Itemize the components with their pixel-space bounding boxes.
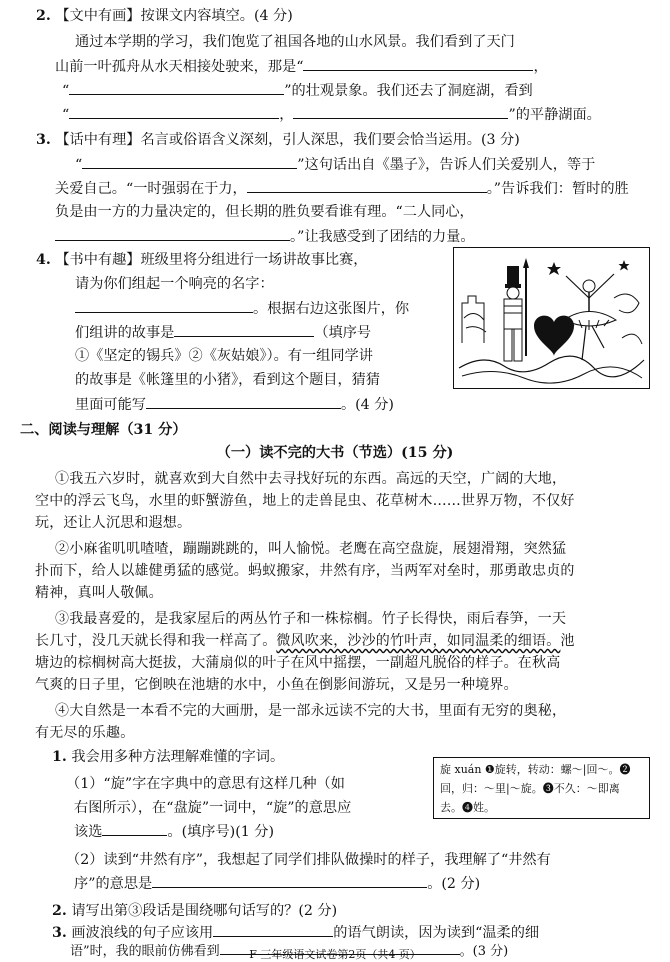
dictionary-box: 旋 xuán ❶旋转，转动：螺～|回～。❷ 回，归：～里|～旋。❸不久：～即离 去。❹姓。	[433, 757, 650, 819]
q3-line2: 关爱自己。“一时强弱在于力， 。”告诉我们：暂时的胜	[55, 178, 629, 199]
answer-blank[interactable]	[247, 178, 487, 193]
answer-blank[interactable]	[69, 104, 279, 119]
passage-p4: ④大自然是一本看不完的大画册，是一部永远读不完的大书，里面有无穷的奥秘， 有无尽的乐趣。	[35, 703, 567, 741]
qa-q1: 1. 我会用多种方法理解难懂的字词。	[52, 749, 285, 765]
q4-line4: 们组讲的故事是 （填序号	[75, 322, 371, 343]
q4-line3: 。根据右边这张图片，你	[75, 298, 409, 319]
page-footer: F 三年级语文试卷第2页（共4 页）	[249, 948, 421, 961]
q4-line6: 的故事是《帐篷里的小猪》，看到这个题目，猜猜	[75, 372, 381, 388]
q4-line1: 4. 【书中有趣】班级里将分组进行一场讲故事比赛，	[36, 252, 368, 268]
answer-blank[interactable]	[293, 104, 508, 119]
qa-q1-sub2: （2）读到“井然有序”，我想起了同学们排队做操时的样子，我理解了“井然有 序”的意思是 。(2 分)	[66, 852, 551, 892]
answer-blank[interactable]	[69, 80, 284, 95]
q3-line1: “ ”这句话出自《墨子》，告诉人们关爱别人，等于	[75, 154, 595, 175]
q3-heading: 3. 【话中有理】名言或俗语含义深刻，引人深思，我们要会恰当运用。(3 分)	[36, 132, 520, 148]
q3-line4: 。”让我感受到了团结的力量。	[55, 226, 475, 247]
passage-p3: ③我最喜爱的，是我家屋后的两丛竹子和一株棕榈。竹子长得快，雨后春笋，一天 长几寸，没几天就长得和我一样高了。微风吹来，沙沙的竹叶声，如同温柔的细语。池 塘边的棕榈树高大挺拔，大蒲扇似的叶子在风中摇摆，一副超凡脱俗的样子。在秋高 气爽的日子里，它倒映在池塘的水中，小鱼在倒影间游玩，又是另一种境界。	[35, 611, 575, 693]
tin-soldier-ballerina-picture	[454, 248, 649, 388]
passage-title: （一）读不完的大书（节选）(15 分)	[216, 445, 454, 461]
answer-blank[interactable]	[303, 56, 533, 71]
answer-blank[interactable]	[102, 821, 167, 836]
wavy-underlined-sentence: 微风吹来，沙沙的竹叶声，如同温柔的细语。	[276, 633, 561, 649]
qa-q2: 2. 请写出第③段话是围绕哪句话写的？(2 分)	[52, 903, 338, 919]
q4-line2: 请为你们组起一个响亮的名字：	[75, 276, 274, 292]
answer-blank[interactable]	[55, 226, 290, 241]
passage-p2: ②小麻雀叽叽喳喳，蹦蹦跳跳的，叫人愉悦。老鹰在高空盘旋，展翅滑翔，突然猛 扑而下，给人以雄健勇猛的感觉。蚂蚁搬家，井然有序，当两军对垒时，那勇敢忠贞的 精神，真叫人敬佩。	[35, 541, 575, 601]
qa-q3: 3. 画波浪线的句子应该用 的语气朗读，因为读到“温柔的细	[52, 922, 539, 943]
q4-line5: ①《坚定的锡兵》②《灰姑娘》）。有一组同学讲	[75, 348, 373, 364]
story-illustration	[453, 247, 650, 389]
q2-line3: “ ”的壮观景象。我们还去了洞庭湖，看到	[62, 80, 533, 101]
q3-line3: 负是由一方的力量决定的，但长期的胜负要看谁有理。“二人同心，	[55, 204, 474, 220]
q2-heading: 2. 【文中有画】按课文内容填空。(4 分)	[36, 8, 293, 24]
passage-p1: ①我五六岁时，就喜欢到大自然中去寻找好玩的东西。高远的天空，广阔的大地， 空中的浮云飞鸟，水里的虾蟹游鱼，地上的走兽昆虫、花草树木……世界万物，不仅好 玩，还让人沉思和遐想。	[35, 471, 575, 531]
section-two-title: 二、阅读与理解（31 分）	[20, 422, 187, 438]
q2-line4: “ ， ”的平静湖面。	[62, 104, 601, 125]
qa-q3-line2: 语”时，我的眼前仿佛看到 。(3 分)	[70, 940, 508, 962]
answer-blank[interactable]	[82, 154, 297, 169]
answer-blank[interactable]	[75, 298, 253, 313]
answer-blank[interactable]	[146, 394, 341, 409]
answer-blank[interactable]	[213, 922, 333, 937]
q2-line2: 山前一叶孤舟从水天相接处驶来，那是“ ，	[55, 56, 548, 77]
qa-q1-sub1: （1）“旋”字在字典中的意思有这样几种（如 右图所示），在“盘旋”一词中，“旋”的意思应 该选 。(填序号)(1 分)	[66, 776, 352, 840]
answer-blank[interactable]	[174, 322, 314, 337]
q4-line7: 里面可能写 。(4 分)	[75, 394, 394, 415]
q2-line1: 通过本学期的学习，我们饱览了祖国各地的山水风景。我们看到了天门	[75, 34, 515, 50]
answer-blank[interactable]	[152, 873, 427, 888]
